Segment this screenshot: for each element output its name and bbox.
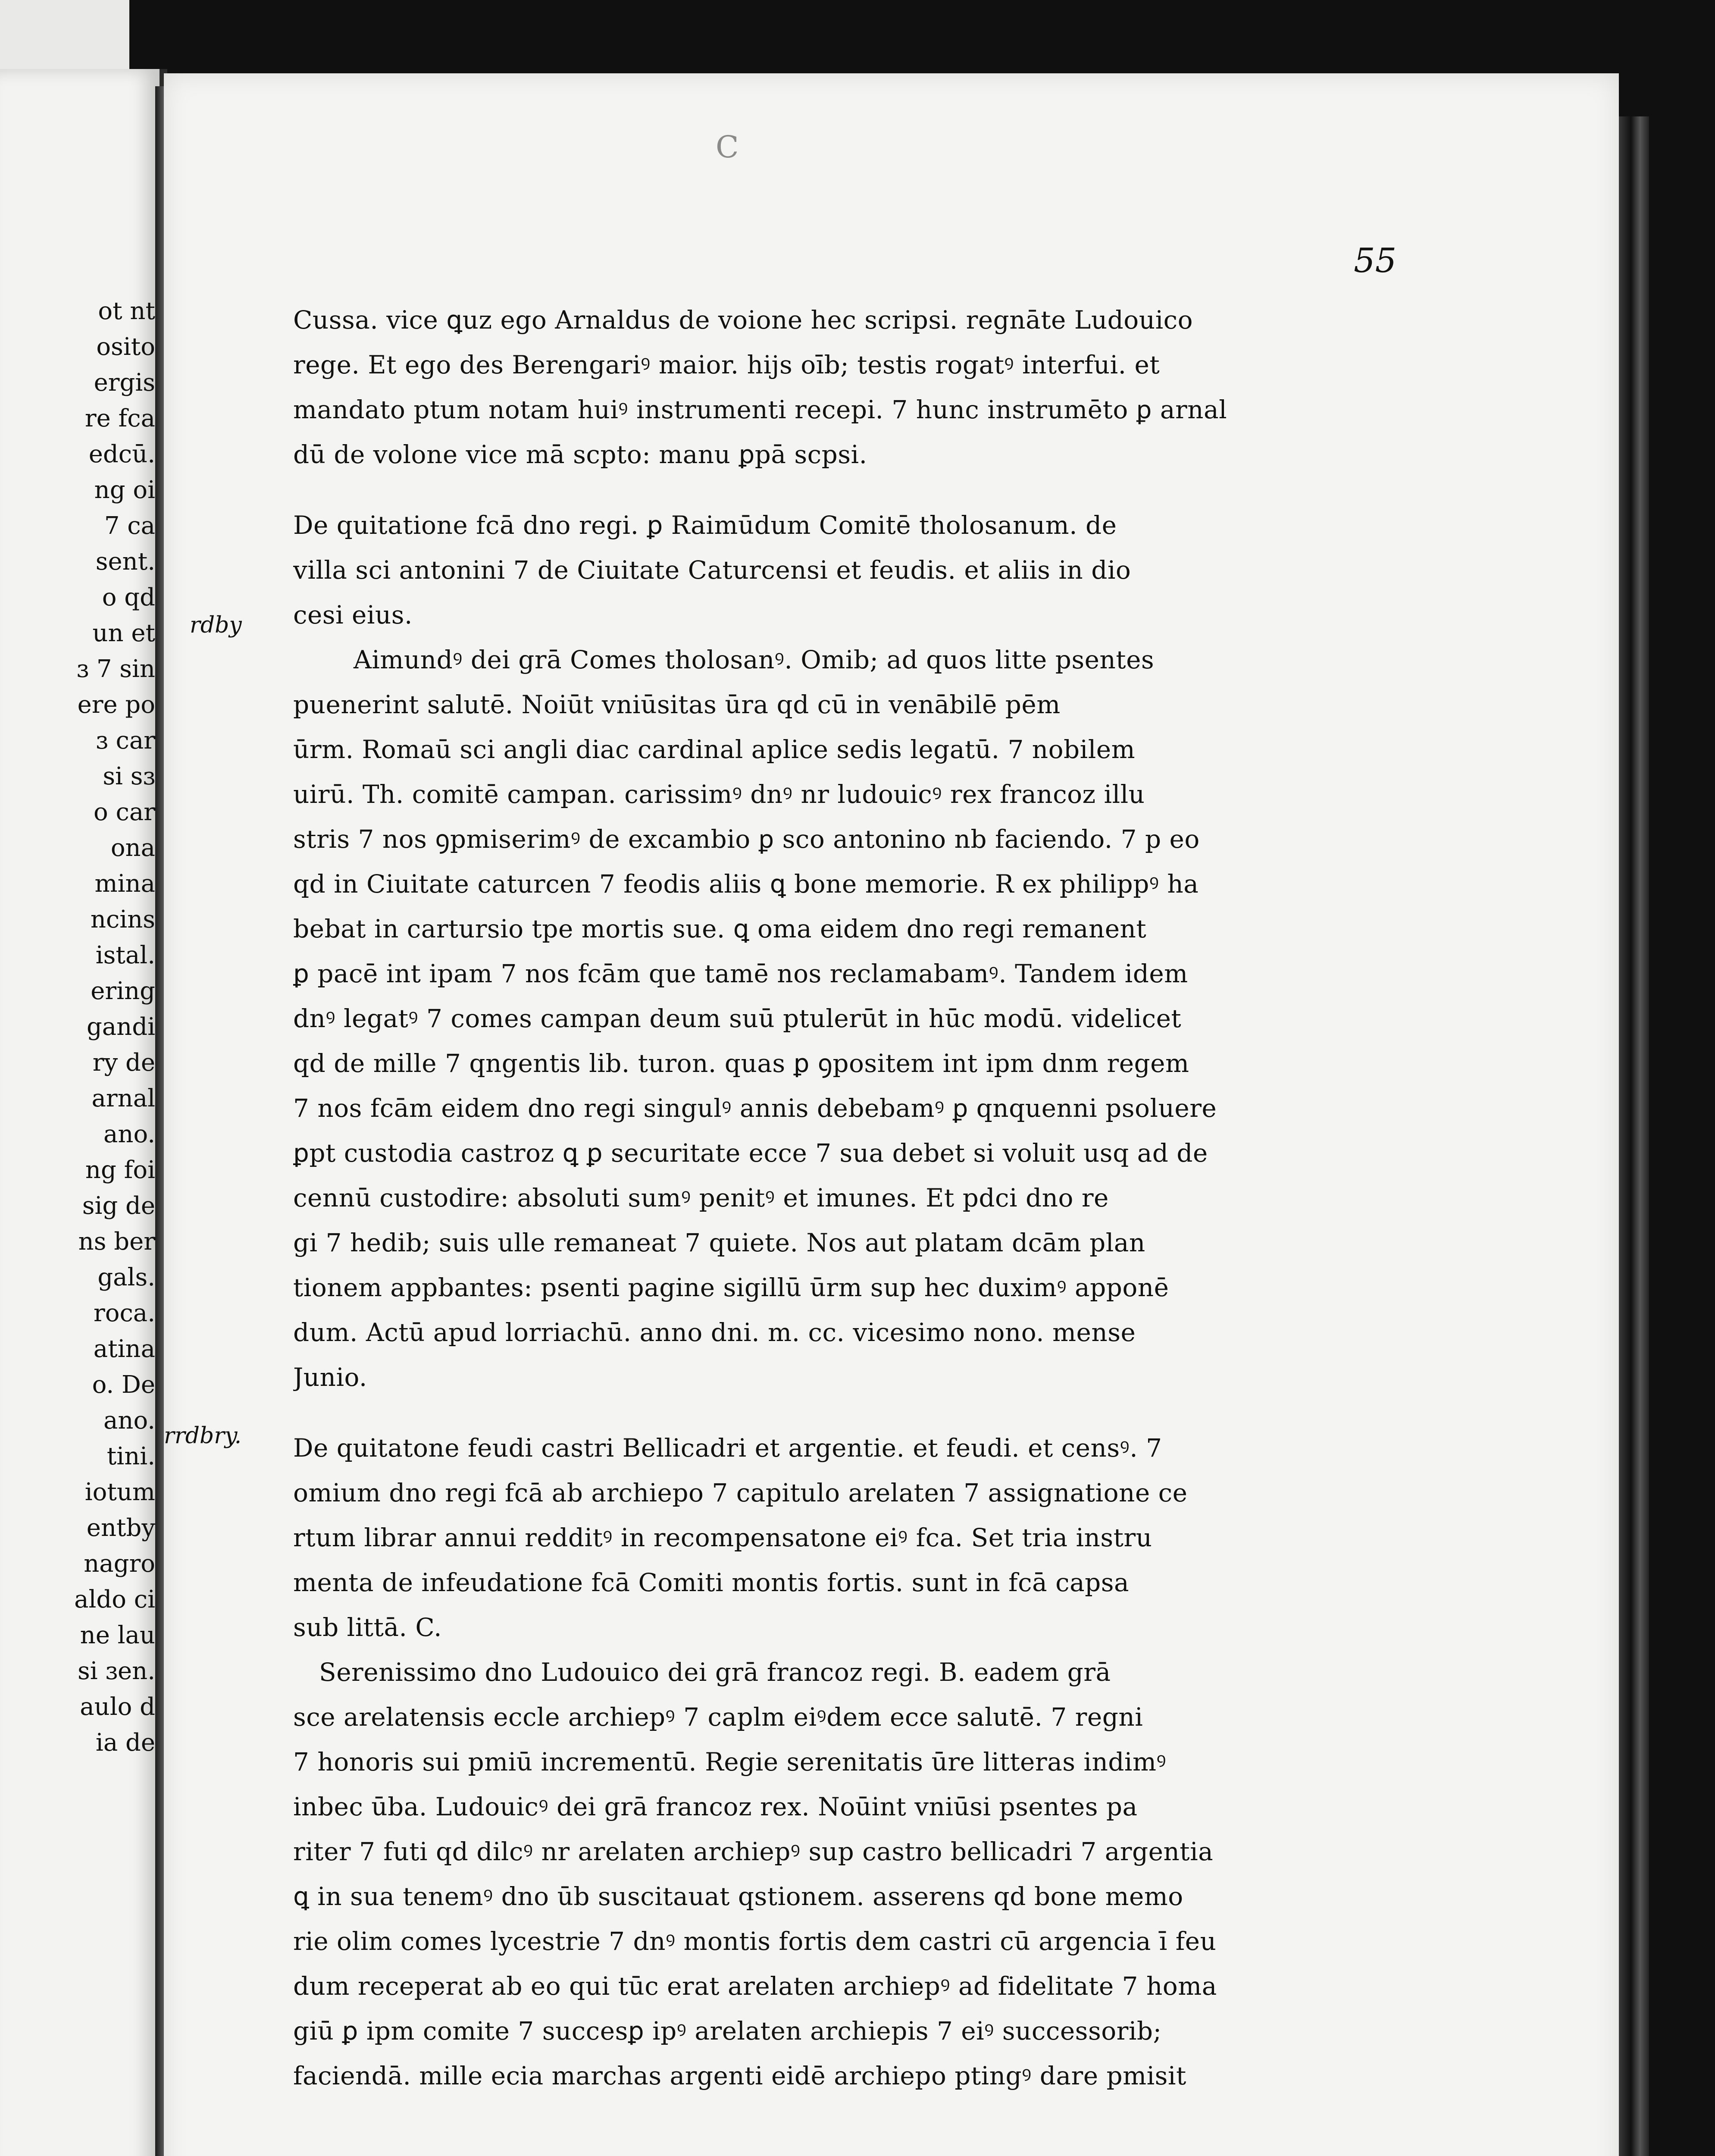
facing-page-line: re fca bbox=[84, 404, 155, 432]
facing-page-line: aldo ci bbox=[74, 1586, 155, 1614]
page-fore-edge bbox=[1619, 116, 1649, 2156]
text-line: dnꝰ legatꝰ 7 comes campan deum suū ptulerūt in hūc modū. videlicet bbox=[293, 1004, 1182, 1033]
text-line: Cussa. vice ꝗuz ego Arnaldus de voione hec scripsi. regnāte Ludouico bbox=[293, 305, 1193, 335]
text-line: cesi eius. bbox=[293, 600, 413, 630]
text-line: omium dno regi fcā ab archiepo 7 capitulo arelaten 7 assignatione ce bbox=[293, 1478, 1188, 1507]
margin-note-2: rrdbry. bbox=[164, 1423, 242, 1449]
facing-page-line: o car bbox=[93, 798, 155, 826]
facing-page-line: aulo d bbox=[80, 1693, 155, 1721]
facing-page-text-column bbox=[13, 293, 155, 1761]
text-line: 7 nos fcām eidem dno regi singulꝰ annis debebamꝰ ꝑ qnquenni psoluere bbox=[293, 1094, 1217, 1123]
facing-page-line: ng foi bbox=[85, 1156, 155, 1184]
text-line: ꝑpt custodia castroz ꝗ ꝑ securitate ecce 7 sua debet si voluit usq ad de bbox=[293, 1138, 1208, 1168]
text-line: faciendā. mille ecia marchas argenti eidē archiepo ptingꝰ dare pmisit bbox=[293, 2061, 1186, 2090]
facing-page-line: o. De bbox=[92, 1371, 155, 1399]
facing-page-line: osito bbox=[96, 333, 155, 361]
facing-page-line: ɜ car bbox=[96, 727, 155, 755]
facing-page-line: si ɜen. bbox=[78, 1657, 155, 1685]
text-line: menta de infeudatione fcā Comiti montis fortis. sunt in fcā capsa bbox=[293, 1568, 1130, 1597]
facing-page-line: un et bbox=[92, 619, 155, 647]
facing-page-line: arnal bbox=[91, 1084, 155, 1112]
text-line: bebat in cartursio tpe mortis sue. ꝗ oma eidem dno regi remanent bbox=[293, 914, 1147, 943]
facing-page-line: sig de bbox=[82, 1192, 155, 1220]
facing-page-line: ia de bbox=[95, 1729, 155, 1757]
facing-page-line: edcū. bbox=[88, 440, 155, 468]
text-line: sub littā. C. bbox=[293, 1613, 442, 1642]
facing-page-line: ergis bbox=[94, 369, 155, 397]
margin-note-1: rdby bbox=[190, 612, 242, 638]
text-line: qd de mille 7 qngentis lib. turon. quas ꝑ ꝯpositem int ipm dnm regem bbox=[293, 1049, 1189, 1078]
facing-page-line: roca. bbox=[93, 1299, 155, 1327]
facing-page-line: ne lau bbox=[80, 1621, 155, 1649]
facing-page-line: ona bbox=[110, 834, 155, 862]
text-line: gi 7 hedib; suis ulle remaneat 7 quiete. Nos aut platam dcām plan bbox=[293, 1228, 1145, 1257]
facing-page-line: si sɜ bbox=[103, 762, 155, 790]
facing-page-line: ano. bbox=[103, 1407, 155, 1435]
folio-number: 55 bbox=[1354, 241, 1397, 280]
text-line: De quitatone feudi castri Bellicadri et argentie. et feudi. et censꝰ. 7 bbox=[293, 1433, 1162, 1463]
rubric-heading-2 bbox=[293, 1426, 1293, 1650]
facing-page-line: ano. bbox=[103, 1120, 155, 1148]
text-block-1 bbox=[293, 298, 1293, 477]
facing-page-line: iotum bbox=[84, 1478, 155, 1506]
facing-page-left bbox=[0, 69, 167, 2156]
text-line: uirū. Th. comitē campan. carissimꝰ dnꝰ nr ludouicꝰ rex francoz illu bbox=[293, 780, 1145, 809]
text-line: Serenissimo dno Ludouico dei grā francoz regi. B. eadem grā bbox=[319, 1658, 1111, 1687]
facing-page-line: ncins bbox=[90, 906, 155, 934]
facing-page-line: o qd bbox=[102, 583, 155, 611]
text-line: dum. Actū apud lorriachū. anno dni. m. cc. vicesimo nono. mense bbox=[293, 1318, 1136, 1347]
text-line: De quitatione fcā dno regi. ꝑ Raimūdum Comitē tholosanum. de bbox=[293, 511, 1117, 540]
text-line: villa sci antonini 7 de Ciuitate Caturcensi et feudis. et aliis in dio bbox=[293, 555, 1131, 585]
text-line: stris 7 nos ꝯpmiserimꝰ de excambio ꝑ sco antonino nb faciendo. 7 p eo bbox=[293, 824, 1200, 854]
text-line: Junio. bbox=[293, 1363, 367, 1392]
facing-page-line: ɜ 7 sin bbox=[76, 655, 155, 683]
facing-page-line: ry de bbox=[92, 1049, 155, 1077]
text-line: 7 honoris sui pmiū incrementū. Regie serenitatis ūre litteras indimꝰ bbox=[293, 1747, 1167, 1777]
facing-page-line: tini. bbox=[106, 1442, 155, 1470]
facing-page-line: mina bbox=[94, 870, 155, 898]
text-line: Aimundꝰ dei grā Comes tholosanꝰ. Omib; ad quos litte psentes bbox=[354, 645, 1155, 674]
text-line: riter 7 futi qd dilcꝰ nr arelaten archiepꝰ sup castro bellicadri 7 argentia bbox=[293, 1837, 1214, 1866]
rubric-heading-1 bbox=[293, 503, 1293, 637]
text-line: tionem appbantes: psenti pagine sigillū ūrm sup hec duximꝰ apponē bbox=[293, 1273, 1169, 1302]
facing-page-line: gandi bbox=[86, 1013, 155, 1041]
facing-page-line: ns ber bbox=[78, 1228, 155, 1256]
text-line: cennū custodire: absoluti sumꝰ penitꝰ et imunes. Et pdci dno re bbox=[293, 1183, 1109, 1213]
text-block-2 bbox=[293, 637, 1293, 1400]
facing-page-line: sent. bbox=[95, 548, 155, 576]
facing-page-line: ering bbox=[91, 977, 155, 1005]
text-line: qd in Ciuitate caturcen 7 feodis aliis ꝗ bone memorie. R ex philippꝰ ha bbox=[293, 869, 1199, 899]
text-line: rege. Et ego des Berengariꝰ maior. hijs oīb; testis rogatꝰ interfui. et bbox=[293, 350, 1160, 379]
text-line: ꝗ in sua tenemꝰ dno ūb suscitauat qstionem. asserens qd bone memo bbox=[293, 1882, 1183, 1911]
text-line: mandato ptum notam huiꝰ instrumenti recepi. 7 hunc instrumēto ꝑ arnal bbox=[293, 395, 1227, 424]
text-line: dū de volone vice mā scpto: manu ꝑpā scpsi. bbox=[293, 440, 867, 469]
text-line: inbec ūba. Ludouicꝰ dei grā francoz rex. Noūint vniūsi psentes pa bbox=[293, 1792, 1138, 1821]
facing-page-line: ere po bbox=[77, 691, 155, 719]
facing-page-line: entby bbox=[86, 1514, 155, 1542]
facing-page-line: 7 ca bbox=[104, 512, 155, 540]
offset-mark-top: C bbox=[716, 129, 739, 165]
facing-page-line: gals. bbox=[97, 1263, 155, 1291]
text-line: sce arelatensis eccle archiepꝰ 7 caplm eiꝰdem ecce salutē. 7 regni bbox=[293, 1702, 1143, 1732]
facing-page-top-edge bbox=[0, 0, 129, 69]
text-line: giū ꝑ ipm comite 7 succesꝑ ipꝰ arelaten archiepis 7 eiꝰ successorib; bbox=[293, 2016, 1162, 2046]
text-line: dum receperat ab eo qui tūc erat arelaten archiepꝰ ad fidelitate 7 homa bbox=[293, 1971, 1217, 2001]
text-line: puenerint salutē. Noiūt vniūsitas ūra qd cū in venābilē pēm bbox=[293, 690, 1061, 719]
text-line: ꝑ pacē int ipam 7 nos fcām que tamē nos reclamabamꝰ. Tandem idem bbox=[293, 959, 1188, 988]
manuscript-text bbox=[293, 298, 1293, 2098]
facing-page-line: ot nt bbox=[98, 297, 155, 325]
text-line: ūrm. Romaū sci angli diac cardinal aplice sedis legatū. 7 nobilem bbox=[293, 735, 1136, 764]
text-block-3 bbox=[293, 1650, 1293, 2098]
facing-page-line: istal. bbox=[95, 941, 155, 969]
text-line: rtum librar annui redditꝰ in recompensatone eiꝰ fca. Set tria instru bbox=[293, 1523, 1152, 1552]
facing-page-line: atina bbox=[93, 1335, 155, 1363]
text-line: rie olim comes lycestrie 7 dnꝰ montis fortis dem castri cū argencia ī feu bbox=[293, 1927, 1217, 1956]
facing-page-line: nagro bbox=[84, 1550, 155, 1578]
facing-page-line: ng oi bbox=[94, 476, 155, 504]
